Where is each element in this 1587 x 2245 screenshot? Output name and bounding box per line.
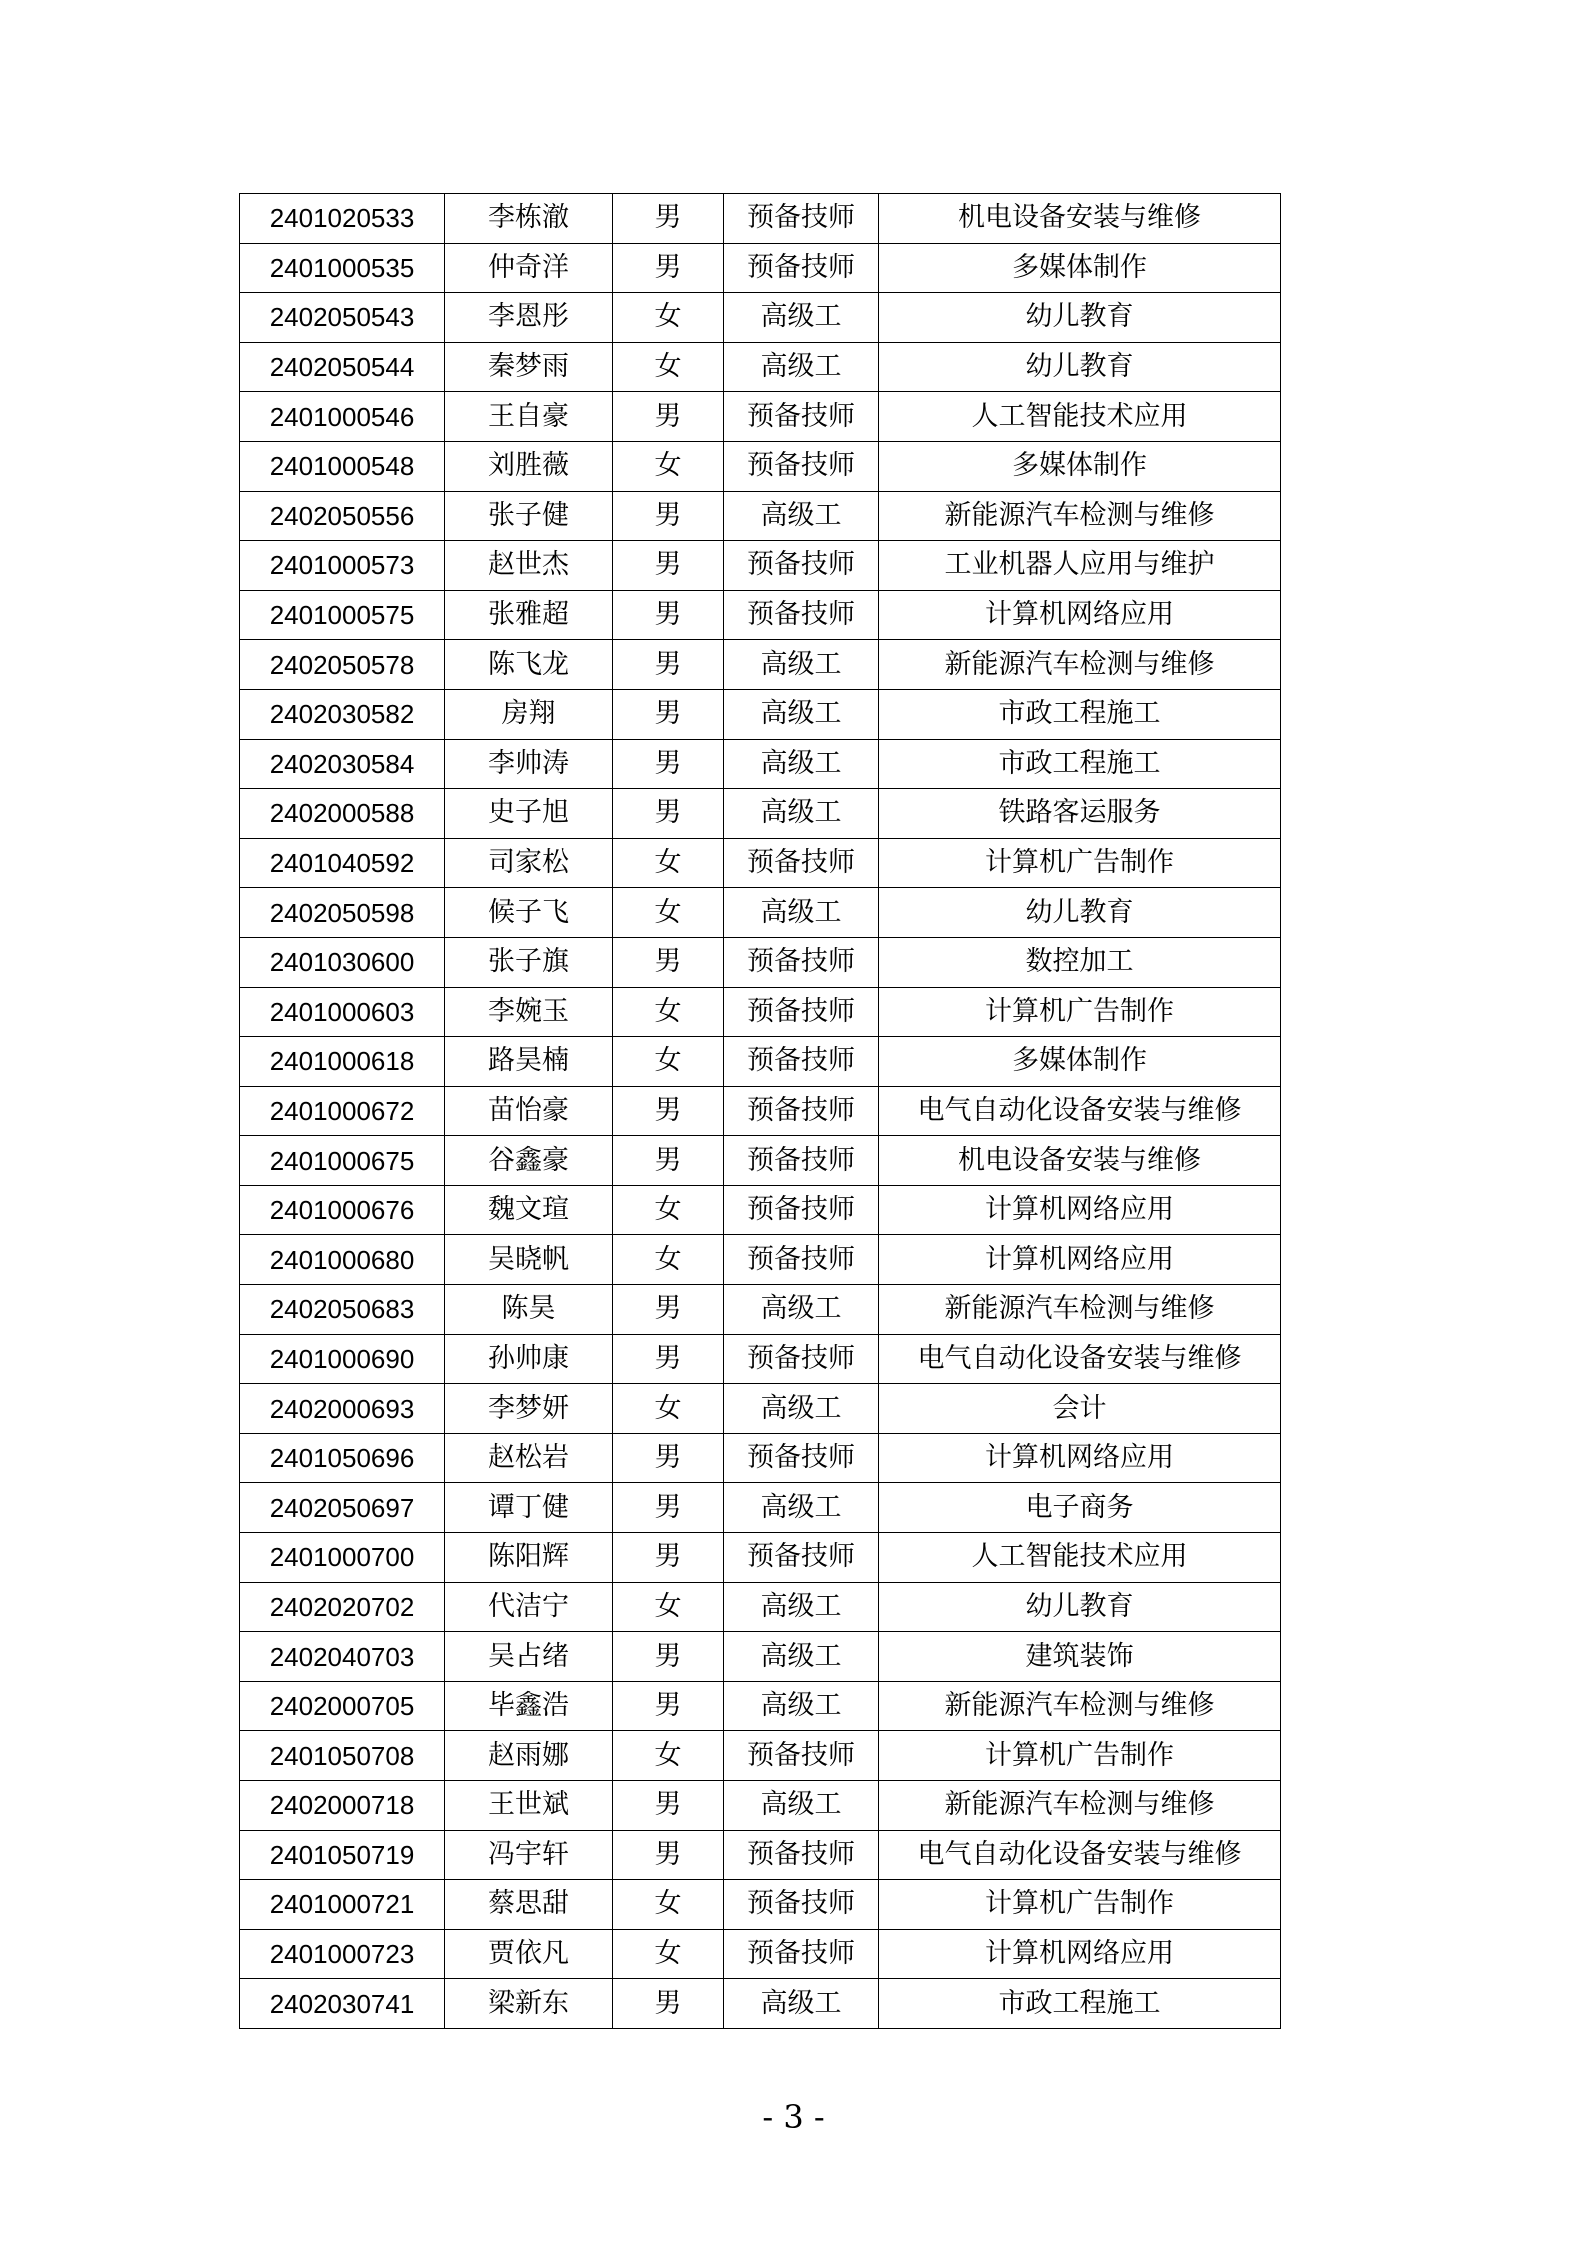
- table-row: [240, 194, 1281, 244]
- roster-body: [240, 194, 1281, 2029]
- student-id-cell: 2401000618: [240, 1037, 445, 1087]
- level-cell: 预备技师: [724, 541, 879, 591]
- level-cell: 高级工: [724, 342, 879, 392]
- table-row: [240, 640, 1281, 690]
- table-row: [240, 888, 1281, 938]
- student-id-cell: 2401000672: [240, 1086, 445, 1136]
- level-cell: 预备技师: [724, 1433, 879, 1483]
- major-cell: 幼儿教育: [879, 293, 1281, 343]
- gender-cell: 女: [613, 1384, 724, 1434]
- student-id-cell: 2402000588: [240, 789, 445, 839]
- level-cell: 预备技师: [724, 1731, 879, 1781]
- gender-cell: 男: [613, 1433, 724, 1483]
- major-cell: 会计: [879, 1384, 1281, 1434]
- gender-cell: 男: [613, 1086, 724, 1136]
- name-cell: 李婉玉: [445, 987, 613, 1037]
- page-number: - 3 -: [762, 2098, 825, 2136]
- table-row: [240, 1533, 1281, 1583]
- major-cell: 工业机器人应用与维护: [879, 541, 1281, 591]
- gender-cell: 男: [613, 937, 724, 987]
- gender-cell: 男: [613, 1830, 724, 1880]
- student-id-cell: 2402050598: [240, 888, 445, 938]
- table-row: [240, 1632, 1281, 1682]
- table-row: [240, 1830, 1281, 1880]
- gender-cell: 女: [613, 1037, 724, 1087]
- student-id-cell: 2401000723: [240, 1929, 445, 1979]
- level-cell: 高级工: [724, 293, 879, 343]
- gender-cell: 女: [613, 1731, 724, 1781]
- table-row: [240, 1037, 1281, 1087]
- level-cell: 高级工: [724, 1681, 879, 1731]
- major-cell: 幼儿教育: [879, 342, 1281, 392]
- gender-cell: 女: [613, 293, 724, 343]
- student-id-cell: 2401000573: [240, 541, 445, 591]
- table-row: [240, 491, 1281, 541]
- name-cell: 刘胜薇: [445, 441, 613, 491]
- name-cell: 候子飞: [445, 888, 613, 938]
- name-cell: 梁新东: [445, 1979, 613, 2029]
- student-id-cell: 2402030582: [240, 689, 445, 739]
- level-cell: 预备技师: [724, 1235, 879, 1285]
- gender-cell: 男: [613, 640, 724, 690]
- major-cell: 市政工程施工: [879, 689, 1281, 739]
- level-cell: 高级工: [724, 491, 879, 541]
- gender-cell: 男: [613, 1681, 724, 1731]
- major-cell: 电气自动化设备安装与维修: [879, 1086, 1281, 1136]
- gender-cell: 男: [613, 739, 724, 789]
- table-row: [240, 1880, 1281, 1930]
- level-cell: 预备技师: [724, 1830, 879, 1880]
- major-cell: 人工智能技术应用: [879, 1533, 1281, 1583]
- level-cell: 预备技师: [724, 392, 879, 442]
- student-id-cell: 2402030741: [240, 1979, 445, 2029]
- name-cell: 张子旗: [445, 937, 613, 987]
- name-cell: 陈昊: [445, 1285, 613, 1335]
- table-row: [240, 838, 1281, 888]
- major-cell: 计算机网络应用: [879, 590, 1281, 640]
- student-id-cell: 2401000535: [240, 243, 445, 293]
- major-cell: 计算机广告制作: [879, 1880, 1281, 1930]
- table-row: [240, 1185, 1281, 1235]
- name-cell: 秦梦雨: [445, 342, 613, 392]
- gender-cell: 男: [613, 1136, 724, 1186]
- student-id-cell: 2401000546: [240, 392, 445, 442]
- level-cell: 高级工: [724, 1781, 879, 1831]
- name-cell: 史子旭: [445, 789, 613, 839]
- level-cell: 高级工: [724, 640, 879, 690]
- student-id-cell: 2401000680: [240, 1235, 445, 1285]
- student-id-cell: 2402050543: [240, 293, 445, 343]
- major-cell: 计算机网络应用: [879, 1235, 1281, 1285]
- gender-cell: 男: [613, 1533, 724, 1583]
- gender-cell: 男: [613, 392, 724, 442]
- level-cell: 高级工: [724, 1582, 879, 1632]
- student-id-cell: 2401020533: [240, 194, 445, 244]
- gender-cell: 男: [613, 194, 724, 244]
- table-row: [240, 541, 1281, 591]
- name-cell: 代洁宁: [445, 1582, 613, 1632]
- level-cell: 高级工: [724, 1384, 879, 1434]
- major-cell: 人工智能技术应用: [879, 392, 1281, 442]
- major-cell: 多媒体制作: [879, 441, 1281, 491]
- major-cell: 建筑装饰: [879, 1632, 1281, 1682]
- major-cell: 幼儿教育: [879, 888, 1281, 938]
- student-id-cell: 2402040703: [240, 1632, 445, 1682]
- name-cell: 李栋澈: [445, 194, 613, 244]
- table-row: [240, 1731, 1281, 1781]
- table-row: [240, 987, 1281, 1037]
- student-id-cell: 2401050719: [240, 1830, 445, 1880]
- table-row: [240, 1483, 1281, 1533]
- name-cell: 司家松: [445, 838, 613, 888]
- gender-cell: 女: [613, 888, 724, 938]
- student-id-cell: 2402000718: [240, 1781, 445, 1831]
- gender-cell: 男: [613, 1285, 724, 1335]
- level-cell: 高级工: [724, 739, 879, 789]
- name-cell: 吴占绪: [445, 1632, 613, 1682]
- level-cell: 预备技师: [724, 987, 879, 1037]
- table-row: [240, 1086, 1281, 1136]
- major-cell: 计算机网络应用: [879, 1433, 1281, 1483]
- table-row: [240, 1582, 1281, 1632]
- major-cell: 电气自动化设备安装与维修: [879, 1830, 1281, 1880]
- student-roster-table: [239, 193, 1281, 2029]
- name-cell: 赵松岩: [445, 1433, 613, 1483]
- gender-cell: 男: [613, 1483, 724, 1533]
- table-row: [240, 392, 1281, 442]
- name-cell: 蔡思甜: [445, 1880, 613, 1930]
- student-id-cell: 2401000721: [240, 1880, 445, 1930]
- student-id-cell: 2401000690: [240, 1334, 445, 1384]
- student-id-cell: 2401050708: [240, 1731, 445, 1781]
- name-cell: 路昊楠: [445, 1037, 613, 1087]
- gender-cell: 男: [613, 1979, 724, 2029]
- gender-cell: 男: [613, 1781, 724, 1831]
- major-cell: 多媒体制作: [879, 243, 1281, 293]
- gender-cell: 女: [613, 1235, 724, 1285]
- table-row: [240, 590, 1281, 640]
- table-row: [240, 1285, 1281, 1335]
- gender-cell: 男: [613, 1334, 724, 1384]
- level-cell: 预备技师: [724, 1037, 879, 1087]
- table-row: [240, 1334, 1281, 1384]
- level-cell: 高级工: [724, 689, 879, 739]
- gender-cell: 男: [613, 491, 724, 541]
- name-cell: 吴晓帆: [445, 1235, 613, 1285]
- table-row: [240, 1433, 1281, 1483]
- level-cell: 高级工: [724, 1285, 879, 1335]
- level-cell: 预备技师: [724, 838, 879, 888]
- major-cell: 计算机网络应用: [879, 1185, 1281, 1235]
- major-cell: 计算机网络应用: [879, 1929, 1281, 1979]
- name-cell: 王自豪: [445, 392, 613, 442]
- name-cell: 陈飞龙: [445, 640, 613, 690]
- gender-cell: 男: [613, 689, 724, 739]
- level-cell: 高级工: [724, 789, 879, 839]
- student-id-cell: 2401000700: [240, 1533, 445, 1583]
- major-cell: 市政工程施工: [879, 1979, 1281, 2029]
- gender-cell: 女: [613, 987, 724, 1037]
- name-cell: 李梦妍: [445, 1384, 613, 1434]
- student-id-cell: 2402050544: [240, 342, 445, 392]
- major-cell: 电气自动化设备安装与维修: [879, 1334, 1281, 1384]
- major-cell: 市政工程施工: [879, 739, 1281, 789]
- level-cell: 预备技师: [724, 1880, 879, 1930]
- student-id-cell: 2401000675: [240, 1136, 445, 1186]
- student-id-cell: 2402030584: [240, 739, 445, 789]
- table-row: [240, 937, 1281, 987]
- student-id-cell: 2402020702: [240, 1582, 445, 1632]
- name-cell: 毕鑫浩: [445, 1681, 613, 1731]
- gender-cell: 男: [613, 789, 724, 839]
- level-cell: 高级工: [724, 1483, 879, 1533]
- student-id-cell: 2401000603: [240, 987, 445, 1037]
- student-id-cell: 2401000548: [240, 441, 445, 491]
- name-cell: 谷鑫豪: [445, 1136, 613, 1186]
- major-cell: 新能源汽车检测与维修: [879, 640, 1281, 690]
- student-id-cell: 2401000575: [240, 590, 445, 640]
- student-id-cell: 2401030600: [240, 937, 445, 987]
- gender-cell: 女: [613, 838, 724, 888]
- major-cell: 计算机广告制作: [879, 987, 1281, 1037]
- student-id-cell: 2401050696: [240, 1433, 445, 1483]
- student-id-cell: 2402050683: [240, 1285, 445, 1335]
- name-cell: 孙帅康: [445, 1334, 613, 1384]
- gender-cell: 男: [613, 541, 724, 591]
- level-cell: 预备技师: [724, 1185, 879, 1235]
- student-id-cell: 2402050578: [240, 640, 445, 690]
- major-cell: 新能源汽车检测与维修: [879, 491, 1281, 541]
- level-cell: 预备技师: [724, 1136, 879, 1186]
- name-cell: 冯宇轩: [445, 1830, 613, 1880]
- table-row: [240, 293, 1281, 343]
- table-row: [240, 1136, 1281, 1186]
- level-cell: 预备技师: [724, 1533, 879, 1583]
- student-id-cell: 2402000693: [240, 1384, 445, 1434]
- table-row: [240, 739, 1281, 789]
- gender-cell: 女: [613, 1185, 724, 1235]
- name-cell: 李帅涛: [445, 739, 613, 789]
- level-cell: 高级工: [724, 888, 879, 938]
- gender-cell: 女: [613, 441, 724, 491]
- major-cell: 机电设备安装与维修: [879, 194, 1281, 244]
- name-cell: 张子健: [445, 491, 613, 541]
- major-cell: 多媒体制作: [879, 1037, 1281, 1087]
- gender-cell: 男: [613, 590, 724, 640]
- student-id-cell: 2401040592: [240, 838, 445, 888]
- level-cell: 预备技师: [724, 243, 879, 293]
- major-cell: 计算机广告制作: [879, 1731, 1281, 1781]
- major-cell: 数控加工: [879, 937, 1281, 987]
- level-cell: 高级工: [724, 1979, 879, 2029]
- gender-cell: 男: [613, 1632, 724, 1682]
- student-id-cell: 2401000676: [240, 1185, 445, 1235]
- level-cell: 预备技师: [724, 1334, 879, 1384]
- table-row: [240, 689, 1281, 739]
- table-row: [240, 441, 1281, 491]
- table-row: [240, 1781, 1281, 1831]
- name-cell: 王世斌: [445, 1781, 613, 1831]
- gender-cell: 女: [613, 1929, 724, 1979]
- gender-cell: 女: [613, 1880, 724, 1930]
- major-cell: 电子商务: [879, 1483, 1281, 1533]
- name-cell: 房翔: [445, 689, 613, 739]
- name-cell: 陈阳辉: [445, 1533, 613, 1583]
- level-cell: 高级工: [724, 1632, 879, 1682]
- major-cell: 幼儿教育: [879, 1582, 1281, 1632]
- level-cell: 预备技师: [724, 590, 879, 640]
- major-cell: 机电设备安装与维修: [879, 1136, 1281, 1186]
- table-row: [240, 1681, 1281, 1731]
- name-cell: 赵世杰: [445, 541, 613, 591]
- level-cell: 预备技师: [724, 194, 879, 244]
- table-row: [240, 1384, 1281, 1434]
- student-id-cell: 2402000705: [240, 1681, 445, 1731]
- name-cell: 谭丁健: [445, 1483, 613, 1533]
- name-cell: 魏文瑄: [445, 1185, 613, 1235]
- level-cell: 预备技师: [724, 937, 879, 987]
- major-cell: 新能源汽车检测与维修: [879, 1681, 1281, 1731]
- level-cell: 预备技师: [724, 441, 879, 491]
- gender-cell: 男: [613, 243, 724, 293]
- table-row: [240, 1235, 1281, 1285]
- name-cell: 李恩彤: [445, 293, 613, 343]
- table-row: [240, 789, 1281, 839]
- name-cell: 仲奇洋: [445, 243, 613, 293]
- table-row: [240, 243, 1281, 293]
- level-cell: 预备技师: [724, 1086, 879, 1136]
- table-row: [240, 1979, 1281, 2029]
- name-cell: 苗怡豪: [445, 1086, 613, 1136]
- table-row: [240, 1929, 1281, 1979]
- name-cell: 张雅超: [445, 590, 613, 640]
- name-cell: 赵雨娜: [445, 1731, 613, 1781]
- major-cell: 铁路客运服务: [879, 789, 1281, 839]
- name-cell: 贾依凡: [445, 1929, 613, 1979]
- table-row: [240, 342, 1281, 392]
- student-id-cell: 2402050556: [240, 491, 445, 541]
- gender-cell: 女: [613, 342, 724, 392]
- gender-cell: 女: [613, 1582, 724, 1632]
- level-cell: 预备技师: [724, 1929, 879, 1979]
- student-id-cell: 2402050697: [240, 1483, 445, 1533]
- major-cell: 计算机广告制作: [879, 838, 1281, 888]
- major-cell: 新能源汽车检测与维修: [879, 1781, 1281, 1831]
- major-cell: 新能源汽车检测与维修: [879, 1285, 1281, 1335]
